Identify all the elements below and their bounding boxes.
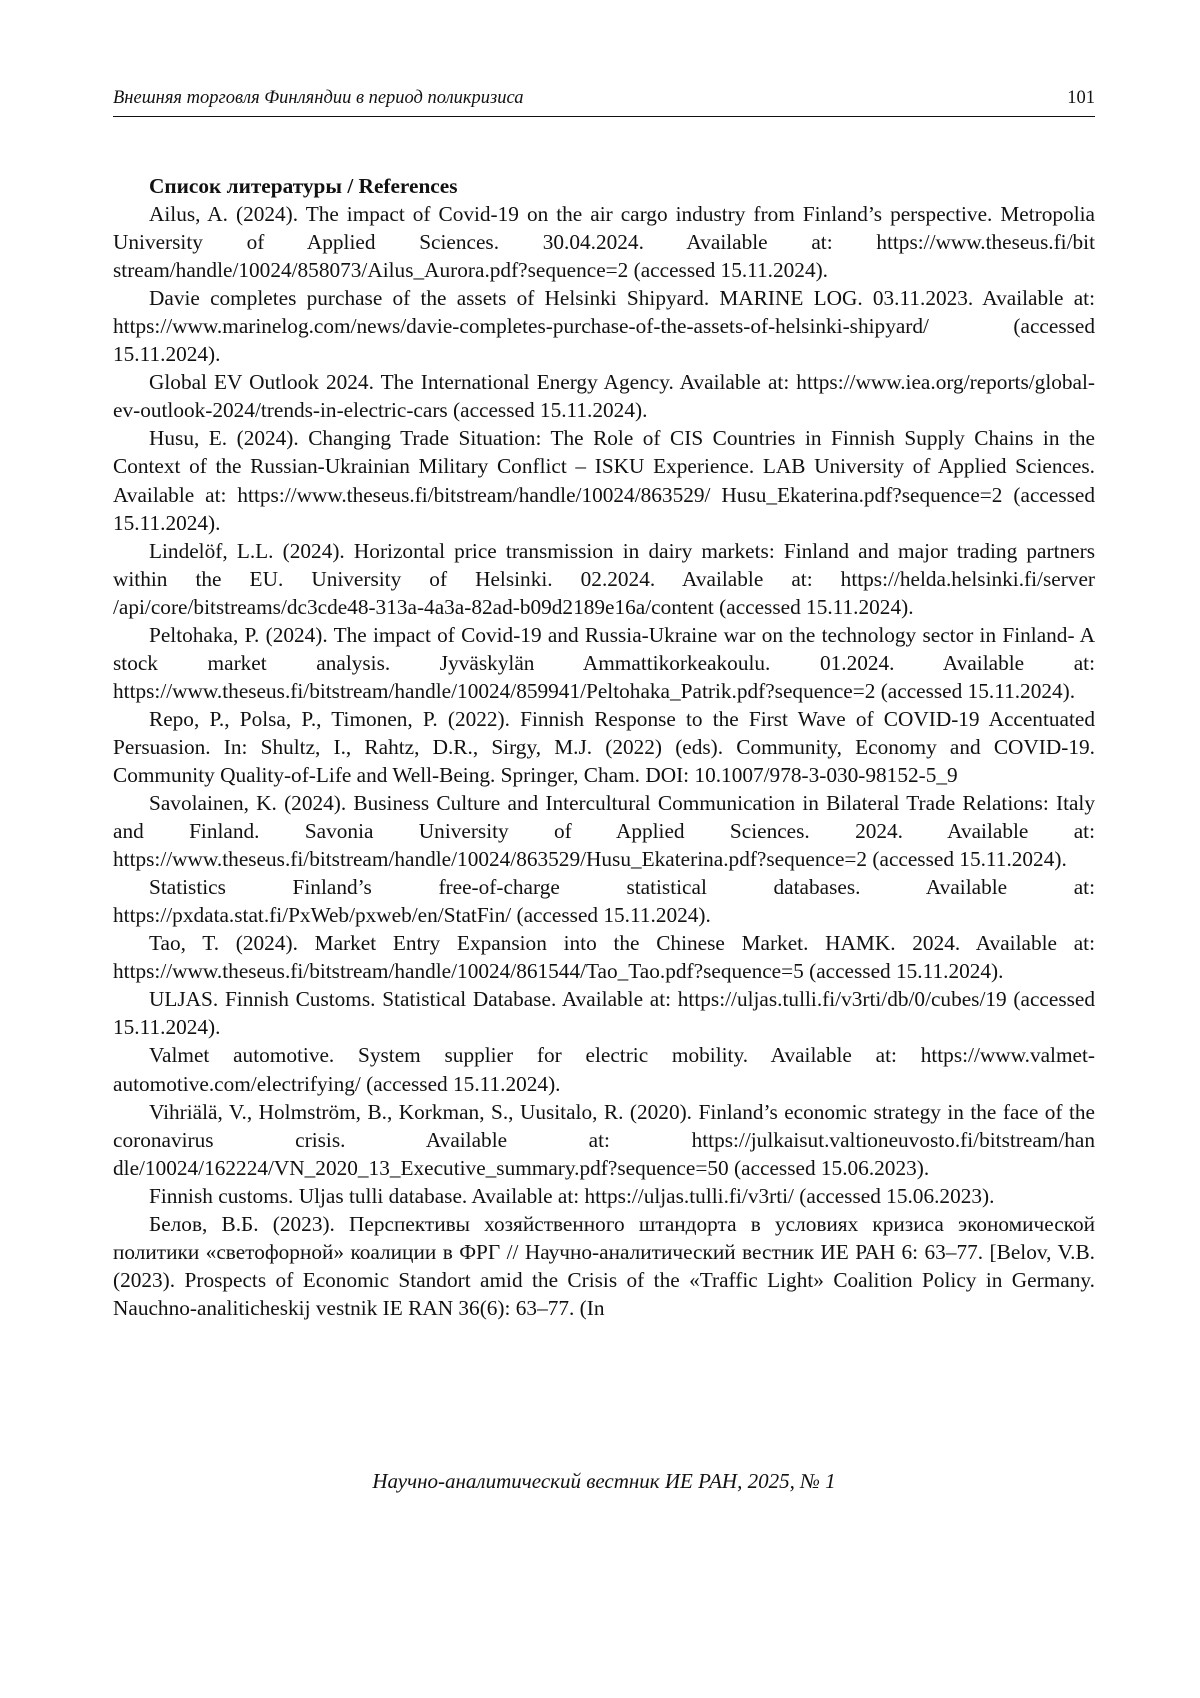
reference-entry: Statistics Finland’s free-of-charge statistical databases. Available at: https://pxdata.stat.fi/PxWeb/pxweb/en/StatFin/ (accessed 15.11.2024). (113, 875, 1095, 928)
reference-entry: Husu, E. (2024). Changing Trade Situation: The Role of CIS Countries in Finnish Supply Chains in the Context of the Russian-Ukrainian Military Conflict – ISKU Experience. LAB University of Applied Sciences. Available at: https://www.theseus.fi/bitstream/handle/10024/863529/ Husu_Ekaterina.pdf?sequence=2 (accessed 15.11.2024). (113, 426, 1095, 535)
reference-entry: Global EV Outlook 2024. The International Energy Agency. Available at: https://www.iea.org/reports/global-ev-outlook-2024/trends-in-electric-cars (accessed 15.11.2024). (113, 370, 1095, 423)
reference-entry: Peltohaka, P. (2024). The impact of Covid-19 and Russia-Ukraine war on the technology sector in Finland- A stock market analysis. Jyväskylän Ammattikorkeakoulu. 01.2024. Available at: https://www.theseus.fi/bitstream/handle/10024/859941/Peltohaka_Patrik.pdf?sequence=2 (accessed 15.11.2024). (113, 622, 1095, 703)
page-number: 101 (1067, 88, 1095, 108)
running-header (113, 86, 1095, 110)
reference-entry: Finnish customs. Uljas tulli database. Available at: https://uljas.tulli.fi/v3rti/ (accessed 15.06.2023). (149, 1183, 995, 1208)
reference-entry: Vihriälä, V., Holmström, B., Korkman, S., Uusitalo, R. (2020). Finland’s economic strategy in the face of the coronavirus crisis. Available at: https://julkaisut.valtioneuvosto.fi/bitstream/han​dle/10024/162224/VN_2020_13_Executive_summary.pdf?sequence=50 (accessed 15.06.2023). (113, 1099, 1095, 1180)
references-section (113, 172, 1095, 1322)
reference-entry: Белов, В.Б. (2023). Перспективы хозяйственного штандорта в условиях кризиса экономической политики «светофорной» коалиции в ФРГ // Научно-аналитический вестник ИЕ РАН 6: 63–77. [Belov, V.B. (2023). Prospects of Economic Standort amid the Crisis of the «Traffic Light» Coalition Policy in Germany. Nauchno-analiticheskij vestnik IE RAN 36(6): 63–77. (In (113, 1211, 1095, 1320)
reference-entry: Lindelöf, L.L. (2024). Horizontal price transmission in dairy markets: Finland and major trading partners within the EU. University of Helsinki. 02.2024. Available at: https://helda.helsinki.fi/server /api/core/bitstreams/dc3cde48-313a-4a3a-82ad-b09d2189e16a/content (accessed 15.11.2024). (113, 538, 1095, 619)
header-rule (113, 116, 1095, 117)
running-header-title: Внешняя торговля Финляндии в период поликризиса (113, 88, 524, 108)
reference-entry: Savolainen, K. (2024). Business Culture and Intercultural Communication in Bilateral Trade Relations: Italy and Finland. Savonia University of Applied Sciences. 2024. Available at: https://www.theseus.fi/bitstream/handle/10024/863529/Husu_Ekaterina.pdf?sequence=2 (accessed 15.11.2024). (113, 791, 1095, 872)
reference-entry: Ailus, A. (2024). The impact of Covid-19 on the air cargo industry from Finland’s perspective. Metropolia University of Applied Sciences. 30.04.2024. Available at: https://www.theseus.fi/bit​stream/handle/10024/858073/Ailus_Aurora.pdf?sequence=2 (accessed 15.11.2024). (113, 202, 1095, 283)
reference-entry: Davie completes purchase of the assets of Helsinki Shipyard. MARINE LOG. 03.11.2023. Available at: https://www.marinelog.com/news/davie-completes-purchase-of-the-assets-of-helsinki-shipyard/ (accessed 15.11.2024). (113, 286, 1095, 367)
reference-entry: Valmet automotive. System supplier for electric mobility. Available at: https://www.valmet-automotive.com/electrifying/ (accessed 15.11.2024). (113, 1043, 1095, 1096)
references-heading: Список литературы / References (149, 174, 458, 198)
reference-entry: Repo, P., Polsa, P., Timonen, P. (2022). Finnish Response to the First Wave of COVID-19 Accentuated Persuasion. In: Shultz, I., Rahtz, D.R., Sirgy, M.J. (2022) (eds). Community, Economy and COVID-19. Community Quality-of-Life and Well-Being. Springer, Cham. DOI: 10.1007/978-3-030-98152-5_9 (113, 706, 1095, 787)
reference-entry: Tao, T. (2024). Market Entry Expansion into the Chinese Market. HAMK. 2024. Available at: https://www.theseus.fi/bitstream/handle/10024/861544/Tao_Tao.pdf?sequence=5 (accessed 15.11.2024). (113, 931, 1095, 984)
reference-entry: ULJAS. Finnish Customs. Statistical Database. Available at: https://uljas.tulli.fi/v3rti/db/0/cubes/19 (accessed 15.11.2024). (113, 987, 1095, 1040)
running-footer: Научно-аналитический вестник ИЕ РАН, 2025, № 1 (372, 1469, 836, 1493)
